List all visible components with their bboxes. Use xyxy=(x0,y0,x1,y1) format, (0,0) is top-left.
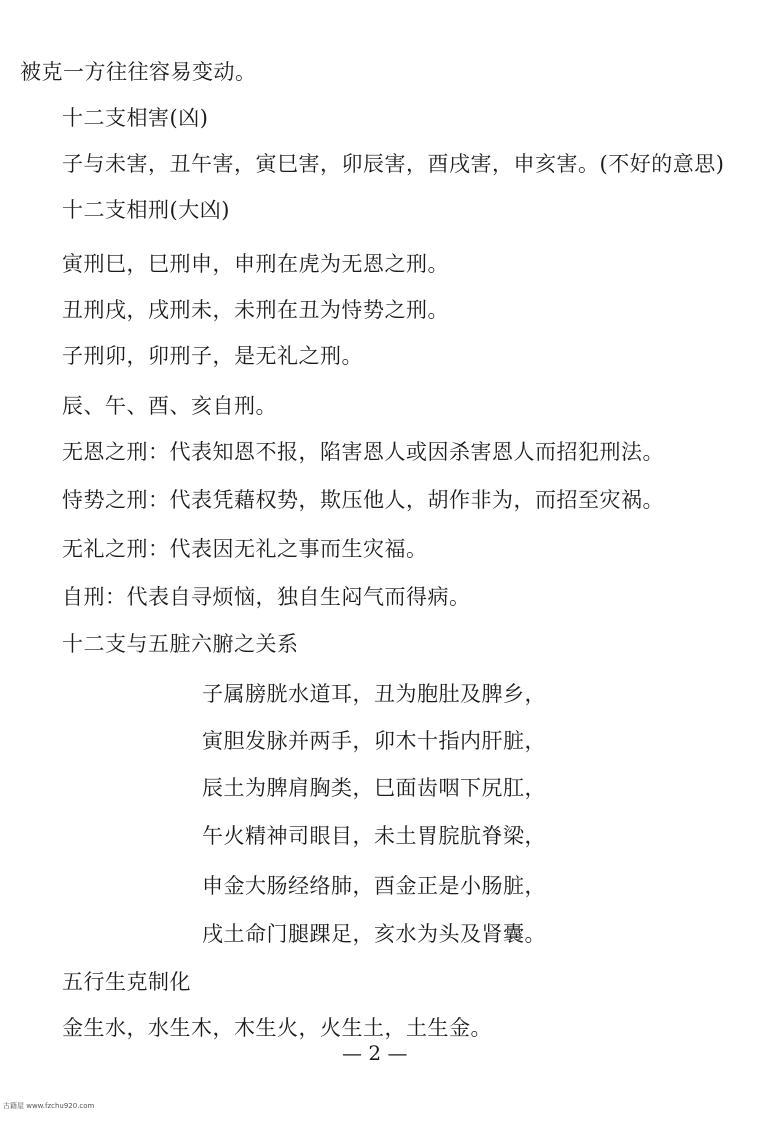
poem-line: 戌土命门腿踝足，亥水为头及肾囊。 xyxy=(202,922,546,946)
text-line: 被克一方往往容易变动。 xyxy=(20,60,257,84)
section-heading: 十二支相害(凶) xyxy=(62,106,209,130)
poem-line: 申金大肠经络肺，酉金正是小肠脏， xyxy=(202,874,546,898)
poem-line: 子属膀胱水道耳，丑为胞肚及脾乡， xyxy=(202,682,546,706)
text-line: 自刑：代表自寻烦恼，独自生闷气而得病。 xyxy=(62,585,471,609)
text-line: 子刑卯，卯刑子，是无礼之刑。 xyxy=(62,344,363,368)
text-line: 寅刑巳，巳刑申，申刑在虎为无恩之刑。 xyxy=(62,252,449,276)
section-heading: 十二支相刑(大凶) xyxy=(62,198,230,222)
text-line: 辰、午、酉、亥自刑。 xyxy=(62,394,277,418)
text-line: 无礼之刑：代表因无礼之事而生灾福。 xyxy=(62,537,428,561)
poem-line: 午火精神司眼目，未土胃脘肮脊梁， xyxy=(202,824,546,848)
text-line: 恃势之刑：代表凭藉权势，欺压他人，胡作非为，而招至灾祸。 xyxy=(62,488,664,512)
text-line: 无恩之刑：代表知恩不报，陷害恩人或因杀害恩人而招犯刑法。 xyxy=(62,440,664,464)
text-line: 金生水，水生木，木生火，火生土，土生金。 xyxy=(62,1016,492,1040)
section-heading: 十二支与五脏六腑之关系 xyxy=(62,632,299,656)
poem-line: 寅胆发脉并两手，卯木十指内肝脏， xyxy=(202,729,546,753)
text-line: 丑刑戌，戌刑未，未刑在丑为恃势之刑。 xyxy=(62,298,449,322)
section-heading: 五行生克制化 xyxy=(62,970,191,994)
watermark: 古籍屋 www.fzchu920.com xyxy=(3,1102,95,1110)
page-number: — 2 — xyxy=(342,1041,408,1065)
text-line: 子与未害，丑午害，寅巳害，卯辰害，酉戌害，申亥害。(不好的意思) xyxy=(62,152,725,176)
poem-line: 辰土为脾肩胸类，巳面齿咽下尻肛， xyxy=(202,776,546,800)
